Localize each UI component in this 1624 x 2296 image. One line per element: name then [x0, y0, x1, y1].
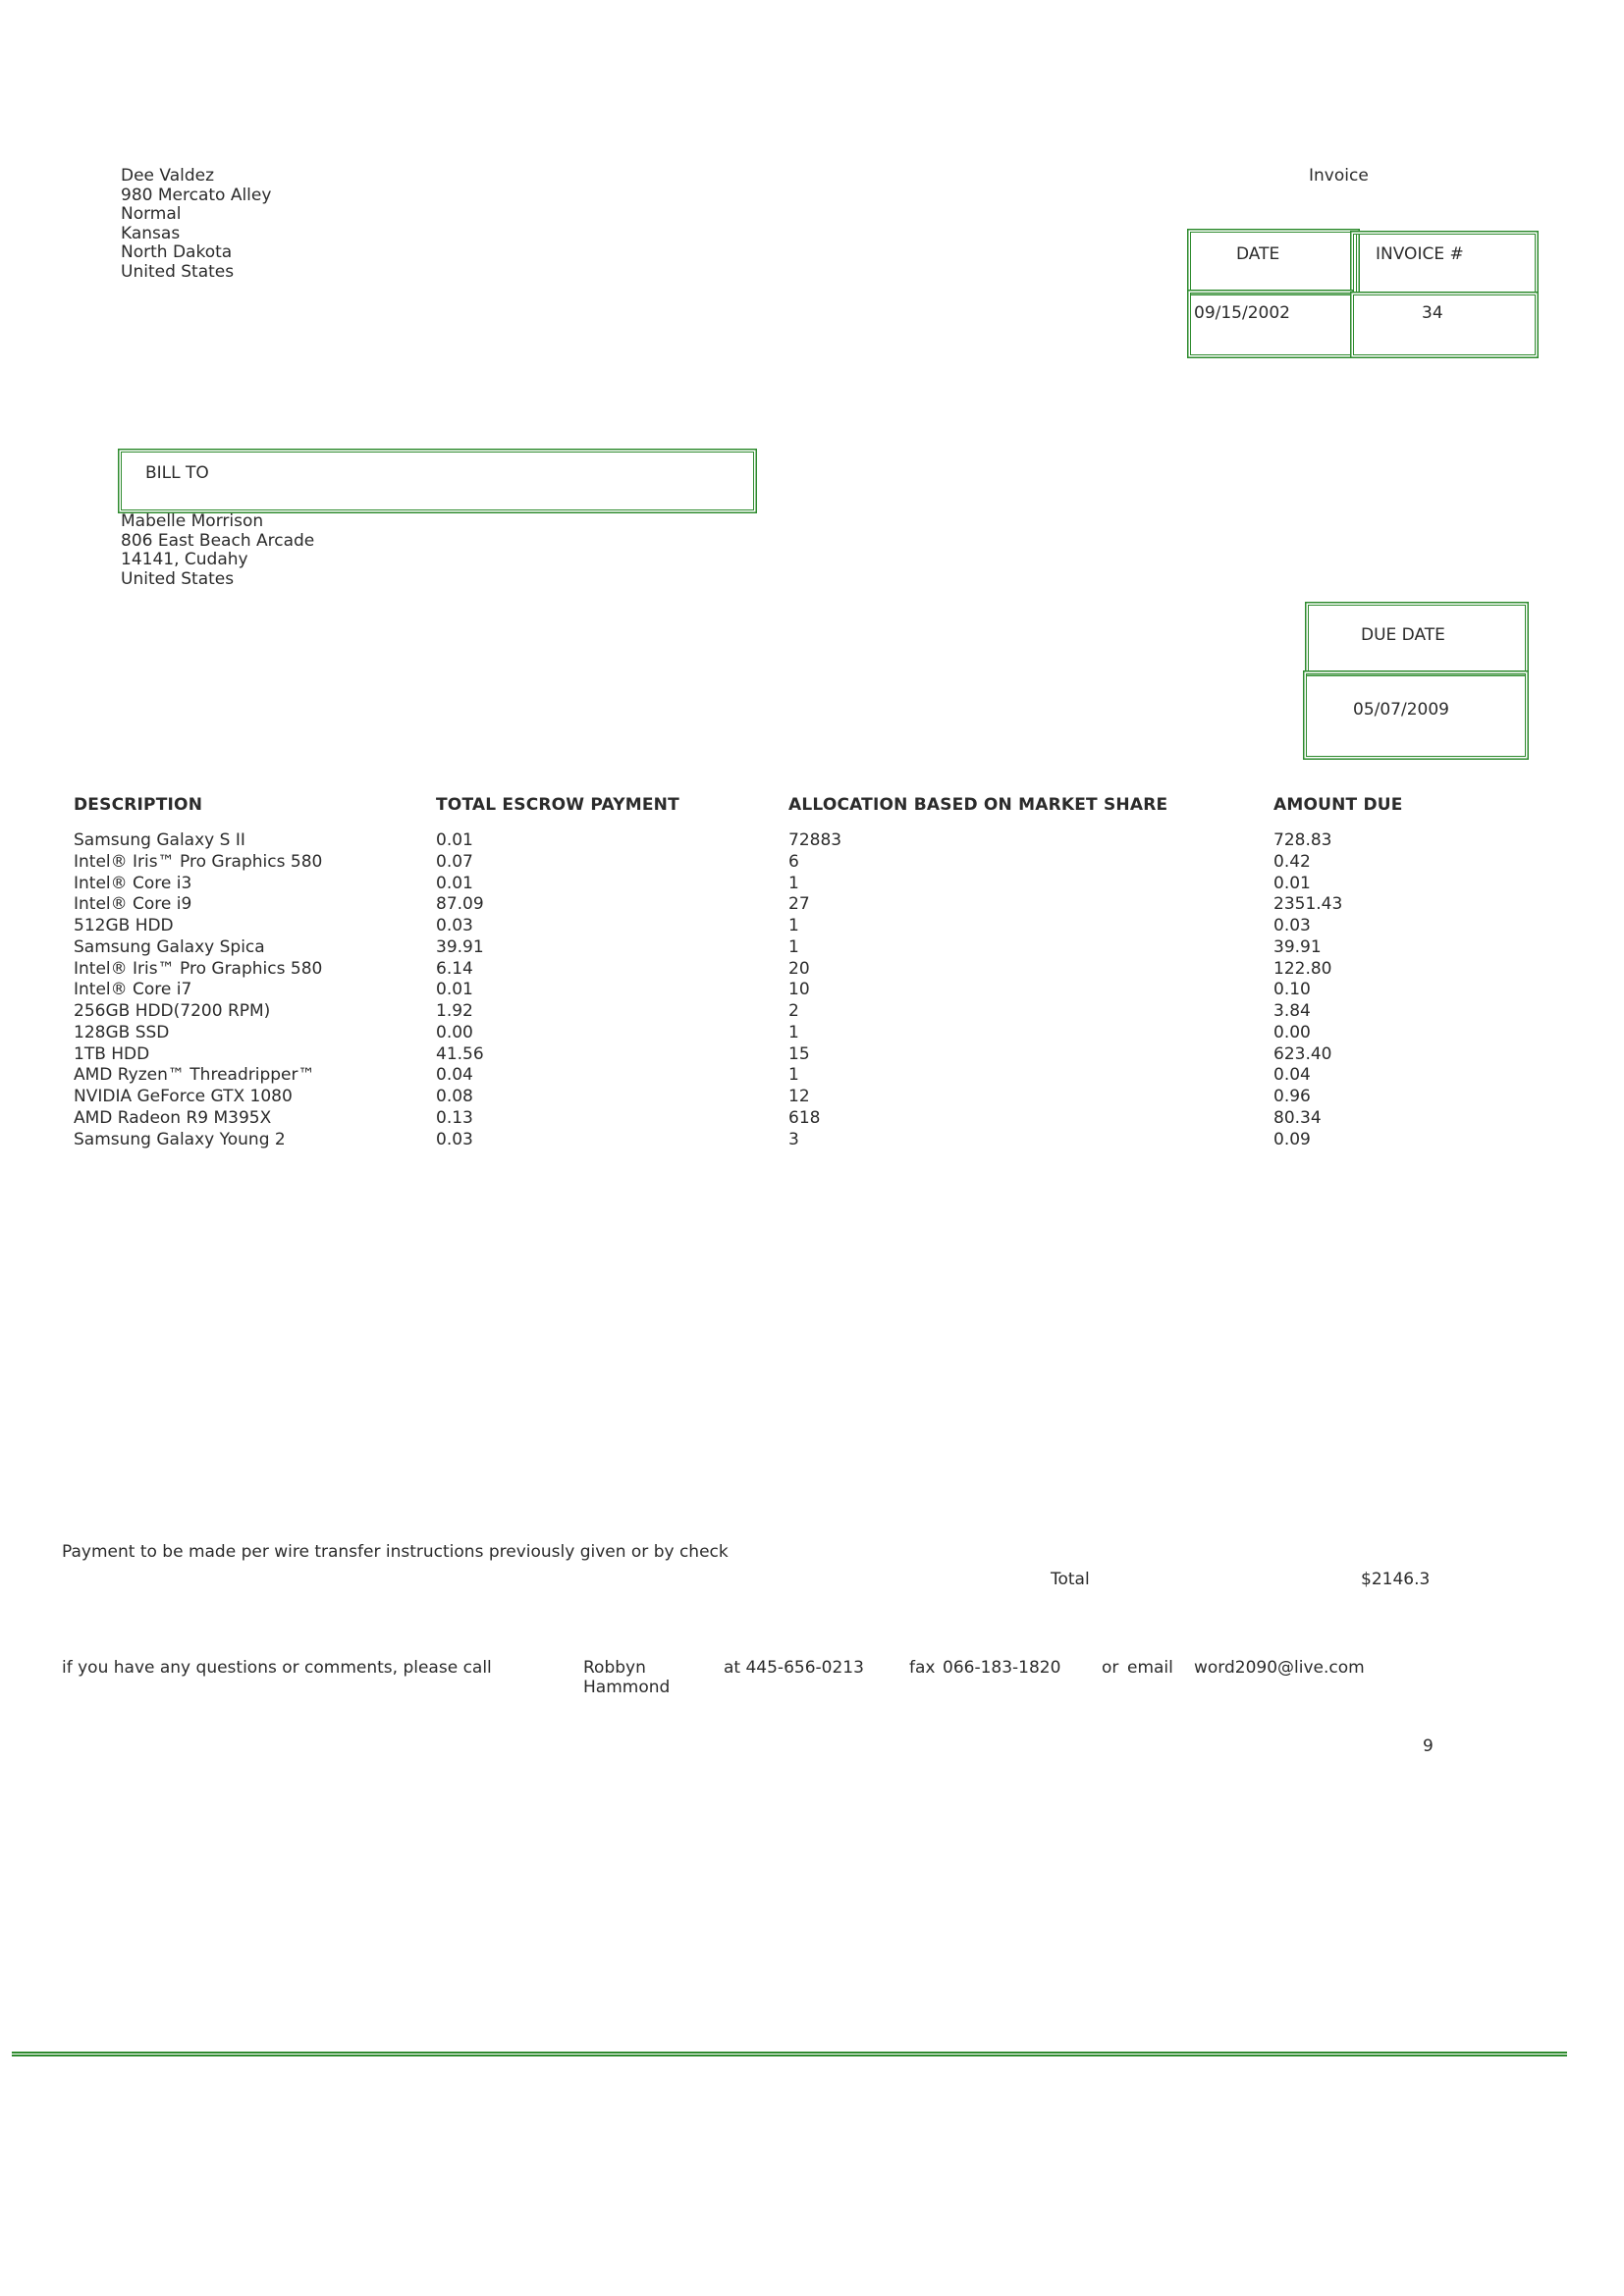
row-total-escrow: 41.56	[436, 1043, 484, 1064]
row-description: Samsung Galaxy Spica	[74, 936, 265, 957]
row-amount-due: 0.04	[1273, 1065, 1311, 1086]
sender-state: North Dakota	[121, 242, 233, 262]
row-amount-due: 0.96	[1273, 1087, 1311, 1106]
row-total-escrow: 0.01	[436, 830, 473, 850]
row-amount-due: 0.00	[1273, 1022, 1311, 1042]
page-number: 9	[1423, 1736, 1434, 1756]
row-allocation: 1	[788, 1022, 799, 1042]
row-allocation: 27	[788, 894, 810, 915]
contact-email-label: email	[1127, 1658, 1173, 1678]
bill-to-country: United States	[121, 568, 235, 589]
row-amount-due: 122.80	[1273, 958, 1332, 979]
row-description: AMD Ryzen™ Threadripper™	[74, 1065, 315, 1086]
contact-fax: 066-183-1820	[943, 1658, 1061, 1678]
contact-fax-label: fax	[909, 1658, 936, 1678]
document-title: Invoice	[1309, 166, 1369, 186]
sender-country: United States	[121, 261, 235, 282]
row-allocation: 15	[788, 1043, 810, 1064]
invoice-number-value: 34	[1422, 303, 1443, 323]
row-description: 256GB HDD(7200 RPM)	[74, 1001, 271, 1021]
row-description: 512GB HDD	[74, 916, 174, 935]
row-description: 1TB HDD	[74, 1043, 150, 1064]
row-total-escrow: 0.08	[436, 1087, 473, 1106]
row-amount-due: 0.03	[1273, 916, 1311, 935]
row-description: 128GB SSD	[74, 1022, 170, 1042]
contact-email[interactable]: word2090@live.com	[1194, 1658, 1365, 1678]
row-description: Intel® Iris™ Pro Graphics 580	[74, 851, 323, 872]
header-description: DESCRIPTION	[74, 795, 203, 815]
sender-city: Normal	[121, 204, 182, 224]
row-allocation: 2	[788, 1001, 799, 1021]
row-amount-due: 2351.43	[1273, 894, 1343, 915]
row-allocation: 6	[788, 851, 799, 872]
row-amount-due: 0.10	[1273, 980, 1311, 1000]
row-total-escrow: 0.01	[436, 980, 473, 1000]
bill-to-label: BILL TO	[145, 463, 209, 483]
row-allocation: 10	[788, 980, 810, 1000]
date-label: DATE	[1236, 244, 1280, 264]
row-description: Intel® Core i9	[74, 894, 192, 915]
bill-to-box	[121, 452, 754, 510]
row-total-escrow: 0.01	[436, 873, 473, 893]
total-label: Total	[1051, 1570, 1090, 1589]
due-date-label: DUE DATE	[1361, 625, 1445, 645]
row-description: Intel® Core i3	[74, 873, 192, 893]
row-amount-due: 0.09	[1273, 1129, 1311, 1149]
row-allocation: 1	[788, 1065, 799, 1086]
bill-to-address	[121, 512, 314, 589]
due-date-value: 05/07/2009	[1353, 700, 1449, 720]
row-allocation: 12	[788, 1087, 810, 1106]
payment-note: Payment to be made per wire transfer instructions previously given or by check	[62, 1542, 729, 1562]
row-allocation: 20	[788, 958, 810, 979]
header-allocation: ALLOCATION BASED ON MARKET SHARE	[788, 795, 1168, 815]
contact-first-name: Robbyn	[583, 1658, 646, 1678]
row-description: AMD Radeon R9 M395X	[74, 1107, 272, 1128]
row-total-escrow: 0.00	[436, 1022, 473, 1042]
row-allocation: 1	[788, 916, 799, 935]
row-allocation: 1	[788, 873, 799, 893]
sender-region: Kansas	[121, 223, 181, 243]
row-amount-due: 39.91	[1273, 936, 1322, 957]
sender-address	[121, 167, 271, 282]
contact-or-label: or	[1102, 1658, 1119, 1678]
row-total-escrow: 87.09	[436, 894, 484, 915]
total-value: $2146.3	[1361, 1570, 1431, 1589]
date-value-box	[1190, 293, 1351, 355]
row-amount-due: 80.34	[1273, 1107, 1322, 1128]
row-total-escrow: 0.03	[436, 1129, 473, 1149]
contact-last-name: Hammond	[583, 1677, 671, 1697]
sender-street: 980 Mercato Alley	[121, 185, 272, 205]
row-amount-due: 0.01	[1273, 873, 1311, 893]
row-total-escrow: 6.14	[436, 958, 473, 979]
row-allocation: 1	[788, 936, 799, 957]
bill-to-street: 806 East Beach Arcade	[121, 530, 315, 551]
contact-name	[583, 1659, 670, 1697]
invoice-value-box	[1353, 294, 1536, 355]
row-description: Samsung Galaxy Young 2	[74, 1129, 286, 1149]
row-description: NVIDIA GeForce GTX 1080	[74, 1087, 293, 1106]
bill-to-city: 14141, Cudahy	[121, 550, 248, 569]
items-table	[74, 795, 1546, 1158]
row-allocation: 3	[788, 1129, 799, 1149]
row-description: Samsung Galaxy S II	[74, 830, 245, 850]
contact-phone: at 445-656-0213	[724, 1658, 864, 1678]
row-total-escrow: 39.91	[436, 936, 484, 957]
date-value: 09/15/2002	[1194, 303, 1290, 323]
row-amount-due: 623.40	[1273, 1043, 1332, 1064]
sender-name: Dee Valdez	[121, 166, 215, 186]
contact-prompt: if you have any questions or comments, please call	[62, 1658, 492, 1678]
bottom-divider	[12, 2052, 1567, 2054]
header-total-escrow: TOTAL ESCROW PAYMENT	[436, 795, 679, 815]
row-total-escrow: 0.03	[436, 916, 473, 935]
row-amount-due: 3.84	[1273, 1001, 1311, 1021]
bill-to-name: Mabelle Morrison	[121, 511, 264, 531]
header-amount-due: AMOUNT DUE	[1273, 795, 1403, 815]
row-amount-due: 0.42	[1273, 851, 1311, 872]
row-total-escrow: 0.13	[436, 1107, 473, 1128]
row-amount-due: 728.83	[1273, 830, 1332, 850]
row-allocation: 618	[788, 1107, 821, 1128]
row-total-escrow: 0.07	[436, 851, 473, 872]
row-description: Intel® Iris™ Pro Graphics 580	[74, 958, 323, 979]
invoice-number-label: INVOICE #	[1376, 244, 1464, 264]
row-total-escrow: 1.92	[436, 1001, 473, 1021]
row-total-escrow: 0.04	[436, 1065, 473, 1086]
row-description: Intel® Core i7	[74, 980, 192, 1000]
row-allocation: 72883	[788, 830, 842, 850]
